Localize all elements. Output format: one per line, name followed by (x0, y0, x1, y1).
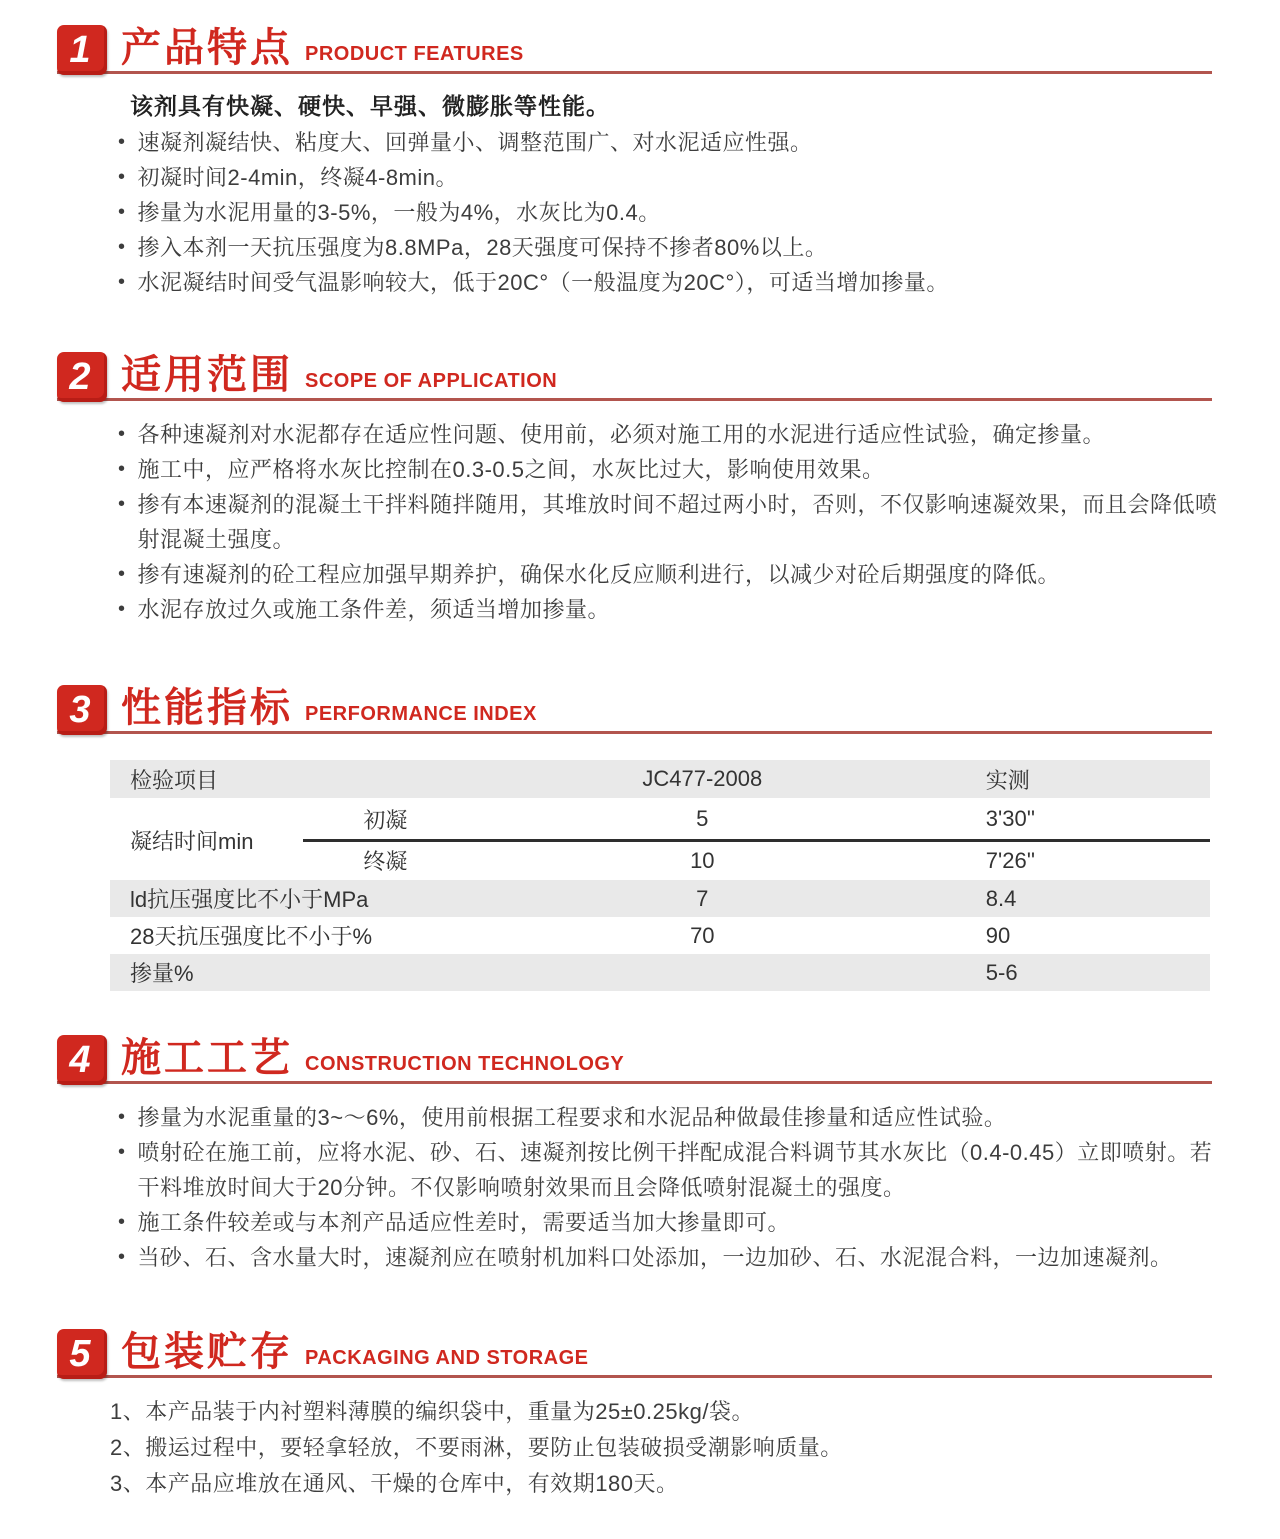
section-number: 3 (69, 688, 91, 731)
bullet-marker: • (118, 166, 126, 188)
section-header (57, 1329, 1212, 1378)
table-cell-standard: 70 (690, 922, 715, 948)
table-header-row (110, 760, 1210, 798)
table-cell-measured: 8.4 (985, 885, 1017, 911)
section-number-badge (57, 1329, 107, 1379)
section-header (57, 1035, 1212, 1084)
bullet-marker: • (118, 236, 126, 258)
table-cell-standard: 10 (690, 847, 715, 873)
bullet-text: 当砂、石、含水量大时，速凝剂应在喷射机加料口处添加，一边加砂、石、水泥混合料，一边加速凝剂。 (137, 1245, 1173, 1270)
section-title: 施工工艺 (121, 1036, 293, 1080)
section-number: 4 (69, 1038, 91, 1081)
section-packaging-storage (0, 1329, 1280, 1502)
bullet-marker: • (118, 598, 126, 620)
section-number-badge (57, 352, 107, 402)
bullet-text: 施工中，应严格将水灰比控制在0.3-0.5之间，水灰比过大，影响使用效果。 (137, 457, 885, 482)
table-header-item: 检验项目 (130, 767, 219, 793)
bullet-item (110, 1100, 1218, 1135)
bullet-text: 各种速凝剂对水泥都存在适应性问题、使用前，必须对施工用的水泥进行适应性试验，确定掺量。 (137, 422, 1106, 447)
bullet-item (110, 265, 1218, 300)
bullet-item (110, 1205, 1218, 1240)
table-cell-group-label: 凝结时间min (130, 828, 254, 854)
bullet-marker: • (118, 1211, 126, 1233)
bullet-item (110, 230, 1218, 265)
section-title: 性能指标 (121, 686, 293, 730)
table-header-standard: JC477-2008 (642, 766, 763, 791)
section-title: 适用范围 (121, 353, 293, 397)
bullet-text: 掺有本速凝剂的混凝土干拌料随拌随用，其堆放时间不超过两小时，否则，不仅影响速凝效果，而且会降低喷射混凝土强度。 (137, 492, 1218, 552)
bullet-item (110, 1240, 1218, 1275)
bullet-marker: • (118, 201, 126, 223)
bullet-item (110, 487, 1218, 557)
section-number-badge (57, 1035, 107, 1085)
section-number: 5 (69, 1332, 91, 1375)
numbered-item: 3、本产品应堆放在通风、干燥的仓库中，有效期180天。 (110, 1471, 679, 1496)
section-number: 1 (69, 28, 91, 71)
section-title: 产品特点 (121, 26, 293, 70)
table-cell-label: 掺量% (130, 961, 194, 986)
table-row-setting-initial (110, 800, 1210, 840)
bullet-item (110, 557, 1218, 592)
section-subtitle: PACKAGING AND STORAGE (305, 1347, 589, 1369)
bullet-item (110, 452, 1218, 487)
section-subtitle: PRODUCT FEATURES (305, 43, 524, 65)
bullet-item (110, 160, 1218, 195)
bullet-text: 水泥存放过久或施工条件差，须适当增加掺量。 (137, 597, 611, 622)
section-performance-index (0, 685, 1280, 991)
section-header (57, 685, 1212, 734)
table-cell-measured: 90 (985, 922, 1011, 948)
table-cell-sublabel: 终凝 (363, 849, 408, 875)
bullet-marker: • (118, 131, 126, 153)
bullet-item (110, 1135, 1218, 1205)
numbered-item: 2、搬运过程中，要轻拿轻放，不要雨淋，要防止包装破损受潮影响质量。 (110, 1435, 843, 1460)
bullet-text: 掺量为水泥重量的3~～6%，使用前根据工程要求和水泥品种做最佳掺量和适应性试验。 (137, 1105, 1007, 1130)
bullet-marker: • (118, 1141, 126, 1163)
bullet-marker: • (118, 1106, 126, 1128)
section-scope-of-application (0, 352, 1280, 627)
bullet-marker: • (118, 563, 126, 585)
bullet-marker: • (118, 458, 126, 480)
section-title: 包装贮存 (121, 1330, 293, 1374)
bullet-marker: • (118, 1246, 126, 1268)
performance-table (110, 760, 1210, 991)
bullet-text: 喷射砼在施工前，应将水泥、砂、石、速凝剂按比例干拌配成混合料调节其水灰比（0.4-0.45）立即喷射。若干料堆放时间大于20分钟。不仅影响喷射效果而且会降低喷射混凝土的强度。 (137, 1140, 1213, 1200)
intro-text: 该剂具有快凝、硬快、早强、微膨胀等性能。 (130, 93, 610, 119)
bullet-text: 掺有速凝剂的砼工程应加强早期养护，确保水化反应顺利进行，以减少对砼后期强度的降低。 (137, 562, 1061, 587)
bullet-item (110, 195, 1218, 230)
bullet-marker: • (118, 423, 126, 445)
table-row-28d-strength (110, 917, 1210, 954)
bullet-marker: • (118, 493, 126, 515)
section-header (57, 25, 1212, 74)
bullet-item (110, 592, 1218, 627)
section-subtitle: CONSTRUCTION TECHNOLOGY (305, 1053, 625, 1075)
table-cell-measured: 7'26'' (985, 847, 1036, 873)
section-number-badge (57, 25, 107, 75)
table-cell-measured: 5-6 (985, 959, 1018, 985)
bullet-text: 施工条件较差或与本剂产品适应性差时，需要适当加大掺量即可。 (137, 1210, 791, 1235)
section-product-features (0, 25, 1280, 300)
table-row-1d-strength (110, 880, 1210, 917)
table-row-dosage (110, 954, 1210, 991)
table-cell-label: 28天抗压强度比不小于% (130, 924, 373, 949)
table-cell-standard (497, 954, 908, 991)
table-cell-standard: 7 (696, 885, 709, 911)
bullet-marker: • (118, 271, 126, 293)
section-construction-technology (0, 1035, 1280, 1275)
table-cell-label: ld抗压强度比不小于MPa (130, 887, 369, 912)
section-number: 2 (69, 355, 91, 398)
table-header-measured: 实测 (985, 767, 1030, 793)
section-header (57, 352, 1212, 401)
bullet-text: 初凝时间2-4min，终凝4-8min。 (137, 165, 459, 190)
section-number-badge (57, 685, 107, 735)
bullet-text: 掺量为水泥用量的3-5%，一般为4%，水灰比为0.4。 (137, 200, 661, 225)
table-cell-sublabel: 初凝 (303, 800, 496, 840)
section-subtitle: SCOPE OF APPLICATION (305, 370, 558, 392)
bullet-item (110, 417, 1218, 452)
section-subtitle: PERFORMANCE INDEX (305, 703, 537, 725)
bullet-text: 速凝剂凝结快、粘度大、回弹量小、调整范围广、对水泥适应性强。 (137, 130, 813, 155)
bullet-text: 水泥凝结时间受气温影响较大，低于20C°（一般温度为20C°），可适当增加掺量。 (137, 270, 949, 295)
table-cell-standard: 5 (497, 800, 908, 840)
bullet-text: 掺入本剂一天抗压强度为8.8MPa，28天强度可保持不掺者80%以上。 (137, 235, 828, 260)
numbered-item: 1、本产品装于内衬塑料薄膜的编织袋中，重量为25±0.25kg/袋。 (110, 1399, 754, 1424)
bullet-item (110, 125, 1218, 160)
table-cell-measured: 3'30'' (908, 800, 1210, 840)
